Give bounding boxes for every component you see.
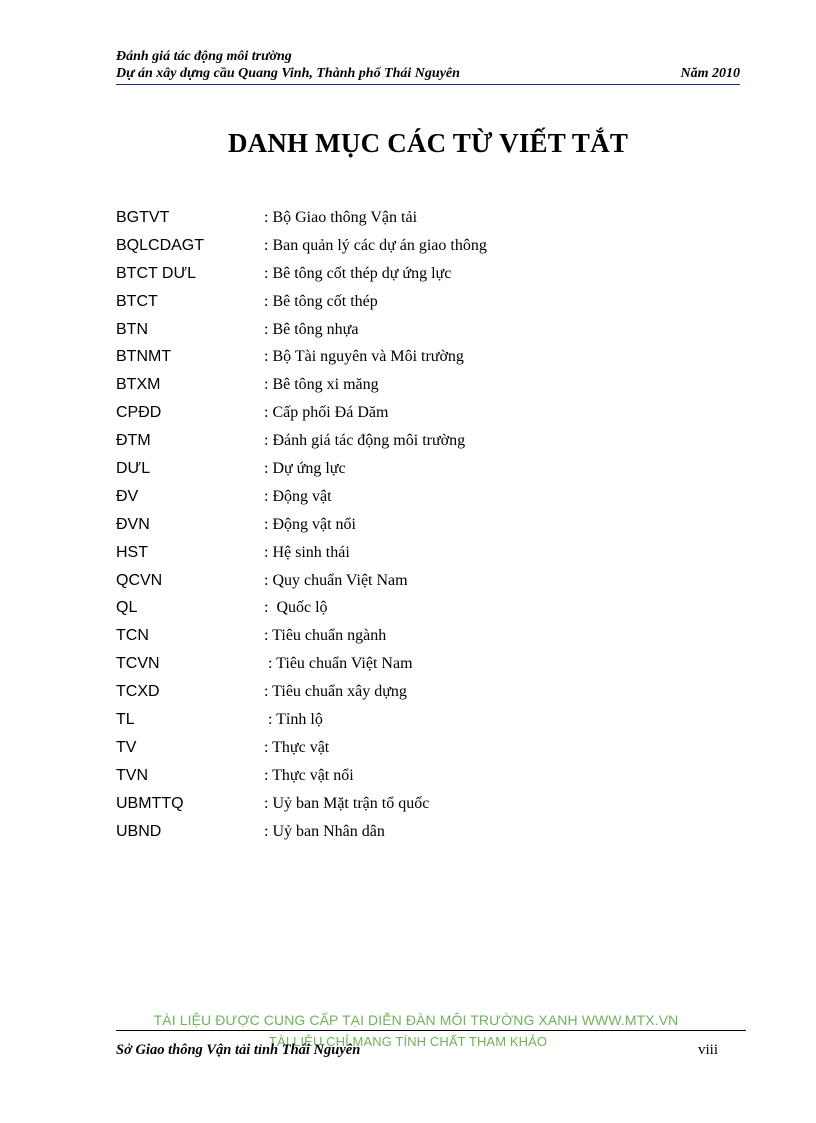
abbreviation-row xyxy=(116,204,487,232)
abbreviation-row xyxy=(116,316,487,344)
abbreviation-meaning: : Thực vật nổi xyxy=(264,766,354,784)
abbreviation-term: ĐVN xyxy=(116,515,150,533)
abbreviation-row xyxy=(116,427,487,455)
abbreviation-row xyxy=(116,567,487,595)
abbreviation-term: TV xyxy=(116,738,137,756)
page-title: DANH MỤC CÁC TỪ VIẾT TẮT xyxy=(227,128,629,158)
abbreviation-meaning: : Uỷ ban Nhân dân xyxy=(264,822,385,840)
abbreviation-meaning: : Bộ Giao thông Vận tải xyxy=(264,208,418,226)
abbreviation-term: BTN xyxy=(116,320,148,338)
watermark-line-2: TÀI LIỆU CHỈ MANG TÍNH CHẤT THAM KHẢO xyxy=(268,1034,548,1049)
abbreviation-meaning: : Bê tông nhựa xyxy=(264,320,359,338)
abbreviation-row xyxy=(116,706,487,734)
abbreviation-meaning: : Cấp phối Đá Dăm xyxy=(264,404,389,422)
abbreviation-meaning: : Quy chuẩn Việt Nam xyxy=(264,571,408,589)
abbreviation-row xyxy=(116,511,487,539)
abbreviation-term: TCN xyxy=(116,627,149,645)
abbreviation-row xyxy=(116,790,487,818)
watermark-line-1: TÀI LIỆU ĐƯỢC CUNG CẤP TẠI DIỄN ĐÀN MÔI TRƯỜNG XANH WWW.MTX.VN xyxy=(153,1012,679,1028)
abbreviation-term: TCVN xyxy=(116,655,160,673)
abbreviation-meaning: : Uỷ ban Mặt trận tổ quốc xyxy=(264,794,430,812)
abbreviation-row xyxy=(116,678,487,706)
abbreviation-term: BGTVT xyxy=(116,208,170,226)
abbreviation-term: DƯL xyxy=(116,459,151,477)
abbreviation-term: CPĐD xyxy=(116,404,162,422)
abbreviation-meaning: : Bê tông cốt thép xyxy=(264,292,378,310)
abbreviation-term: UBMTTQ xyxy=(116,794,184,812)
footer-organization: Sở Giao thông Vận tải tỉnh Thái Nguyên xyxy=(116,1042,361,1058)
footer-divider xyxy=(116,1030,746,1031)
abbreviation-meaning: : Động vật nổi xyxy=(264,515,356,533)
page-header xyxy=(116,48,740,85)
abbreviation-row xyxy=(116,539,487,567)
abbreviation-meaning: : Bộ Tài nguyên và Môi trường xyxy=(264,348,464,366)
abbreviation-term: BQLCDAGT xyxy=(116,236,205,254)
abbreviation-list xyxy=(116,204,487,845)
abbreviation-meaning: : Động vật xyxy=(264,487,332,505)
abbreviation-row xyxy=(116,622,487,650)
abbreviation-meaning: : Hệ sinh thái xyxy=(264,543,350,561)
abbreviation-row xyxy=(116,818,487,846)
abbreviation-meaning: : Bê tông cốt thép dự ứng lực xyxy=(264,264,452,282)
abbreviation-row xyxy=(116,260,487,288)
header-year: Năm 2010 xyxy=(680,66,740,81)
header-row xyxy=(116,65,740,82)
abbreviation-meaning: : Tỉnh lộ xyxy=(264,710,323,728)
abbreviation-meaning: : Ban quản lý các dự án giao thông xyxy=(264,236,487,254)
page-number: viii xyxy=(698,1042,719,1058)
abbreviation-term: ĐV xyxy=(116,487,139,505)
abbreviation-meaning: : Thực vật xyxy=(264,738,330,756)
abbreviation-term: TVN xyxy=(116,766,148,784)
abbreviation-meaning: : Dự ứng lực xyxy=(264,459,346,477)
abbreviation-row xyxy=(116,762,487,790)
abbreviation-row xyxy=(116,399,487,427)
abbreviation-row xyxy=(116,734,487,762)
abbreviation-meaning: : Đánh giá tác động môi trường xyxy=(264,432,466,450)
abbreviation-row xyxy=(116,343,487,371)
abbreviation-term: BTXM xyxy=(116,376,161,394)
abbreviation-meaning: : Quốc lộ xyxy=(264,599,328,617)
abbreviation-term: BTCT DƯL xyxy=(116,264,197,282)
abbreviation-meaning: : Bê tông xi măng xyxy=(264,376,379,394)
abbreviation-term: HST xyxy=(116,543,148,561)
abbreviation-row xyxy=(116,455,487,483)
abbreviation-row xyxy=(116,288,487,316)
abbreviation-term: UBND xyxy=(116,822,162,840)
abbreviation-term: BTCT xyxy=(116,292,158,310)
abbreviation-row xyxy=(116,232,487,260)
abbreviation-meaning: : Tiêu chuẩn ngành xyxy=(264,627,387,645)
abbreviation-meaning: : Tiêu chuẩn Việt Nam xyxy=(264,655,413,673)
abbreviation-term: BTNMT xyxy=(116,348,172,366)
header-report-title: Đánh giá tác động môi trường xyxy=(116,49,292,64)
abbreviation-term: TCXD xyxy=(116,683,160,701)
abbreviation-row xyxy=(116,371,487,399)
header-project-name: Dự án xây dựng cầu Quang Vinh, Thành phố Thái Nguyên xyxy=(116,66,460,81)
abbreviation-row xyxy=(116,650,487,678)
abbreviation-row xyxy=(116,483,487,511)
abbreviation-term: QL xyxy=(116,599,138,617)
abbreviation-term: TL xyxy=(116,710,135,728)
abbreviation-row xyxy=(116,594,487,622)
abbreviation-term: ĐTM xyxy=(116,432,151,450)
abbreviation-meaning: : Tiêu chuẩn xây dựng xyxy=(264,683,407,701)
abbreviation-term: QCVN xyxy=(116,571,163,589)
